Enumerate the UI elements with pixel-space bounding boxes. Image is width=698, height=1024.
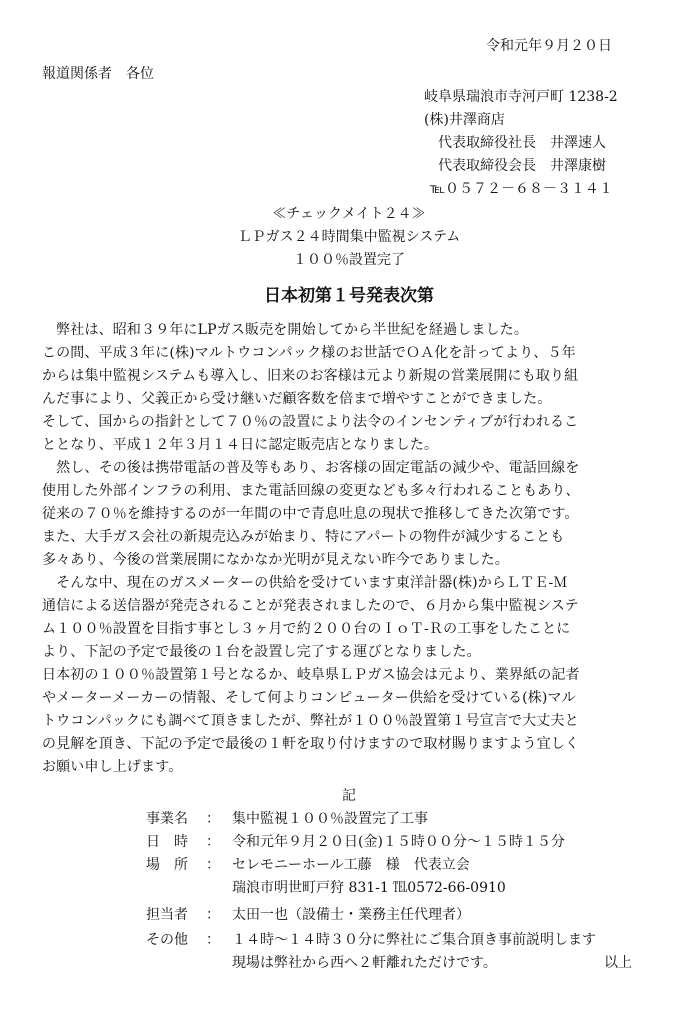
other-value-line1: １４時～１４時３０分に弊社にご集合頂き事前説明します (232, 932, 596, 948)
datetime-value: 令和元年９月２０日(金)１５時００分～１５時１５分 (232, 834, 565, 850)
project-label: 事業名 (146, 811, 188, 827)
body-line: の見解を頂き、下記の予定で最後の１軒を取り付けますので取材賜りますよう宜しく (42, 736, 580, 752)
place-value-line2: 瑞浪市明世町戸狩 831-1 ℡0572-66-0910 (232, 880, 506, 896)
body-line: 日本初の１００％設置第１号となるか、岐阜県ＬＰガス協会は元より、業界紙の記者 (42, 667, 580, 683)
body-line: お願い申し上げます。 (42, 759, 183, 775)
status-title: １００％設置完了 (293, 252, 405, 268)
body-line: 従来の７０％を維持するのが一年間の中で青息吐息の現状で推移してきた次第です。 (42, 506, 579, 522)
body-line: やメーターメーカーの情報、そして何よりコンピューター供給を受けている(株)マル (42, 690, 576, 706)
contact-label: 担当者 (146, 907, 188, 923)
sender-address: 岐阜県瑞浪市寺河戸町 1238-2 (424, 89, 618, 105)
datetime-label: 日 時 (146, 834, 188, 850)
body-line: 然し、その後は携帯電話の普及等もあり、お客様の固定電話の減少や、電話回線を (42, 460, 580, 476)
system-title: ＬＰガス２４時間集中監視システム (237, 229, 461, 245)
product-title: ≪チェックメイト２４≫ (272, 206, 426, 222)
body-line: ととなり、平成１２年３月１４日に認定販売店となりました。 (42, 437, 439, 453)
body-line: そして、国からの指針として７０％の設置により法令のインセンティブが行われるこ (42, 414, 579, 430)
body-line: より、下記の予定で最後の１台を設置し完了する運びとなりました。 (42, 644, 481, 660)
colon: ： (206, 907, 220, 923)
headline: 日本初第１号発表次第 (264, 286, 434, 306)
colon: ： (206, 811, 220, 827)
other-label: その他 (146, 932, 188, 948)
body-line: この間、平成３年に(株)マルトウコンパック様のお世話でＯＡ化を計ってより、５年 (42, 345, 576, 361)
body-line: 通信による送信器が発売されることが発表されましたので、６月から集中監視システ (42, 598, 579, 614)
addressee: 報道関係者 各位 (42, 66, 154, 82)
colon: ： (206, 857, 220, 873)
body-line: トウコンパックにも調べて頂きましたが、弊社が１００％設置第１号宣言で大丈夫と (42, 713, 579, 729)
body-line: 使用した外部インフラの利用、また電話回線の変更なども多々行われることもあり、 (42, 483, 580, 499)
body-line: 弊社は、昭和３９年にLPガス販売を開始してから半世紀を経過しました。 (42, 322, 528, 338)
place-value-line1: セレモニーホール工藤 様 代表立会 (232, 857, 470, 873)
colon: ： (206, 932, 220, 948)
sender-chairman: 代表取締役会長 井澤康樹 (438, 158, 606, 174)
body-line: また、大手ガス会社の新規売込みが始まり、特にアパートの物件が減少することも (42, 529, 565, 545)
body-line: からは集中監視システムも導入し、旧来のお客様は元より新規の営業展開にも取り組 (42, 368, 579, 384)
contact-value: 太田一也（設備士・業務主任代理者） (232, 907, 470, 923)
sender-tel: ℡０５７２－６８－３１４１ (430, 181, 614, 197)
colon: ： (206, 834, 220, 850)
other-value-line2: 現場は弊社から西へ２軒離れただけです。 (232, 955, 497, 971)
sender-president: 代表取締役社長 井澤速人 (438, 135, 606, 151)
project-value: 集中監視１００％設置完了工事 (232, 811, 428, 827)
body-line: 多々あり、今後の営業展開になかなか光明が見えない昨今でありました。 (42, 552, 509, 568)
body-line: そんな中、現在のガスメーターの供給を受けています東洋計器(株)からＬＴＥ-Ｍ (42, 575, 568, 591)
body-line: ム１００％設置を目指す事とし３ヶ月で約２００台のＩｏＴ-Ｒの工事をしたことに (42, 621, 571, 637)
body-line: んだ事により、父義正から受け継いだ顧客数を倍まで増やすことができました。 (42, 391, 552, 407)
notice-heading: 記 (342, 788, 356, 804)
closing-mark: 以上 (604, 955, 632, 971)
sender-company: (株)井澤商店 (424, 112, 505, 128)
place-label: 場 所 (146, 857, 188, 873)
document-date: 令和元年９月２０日 (486, 38, 612, 54)
